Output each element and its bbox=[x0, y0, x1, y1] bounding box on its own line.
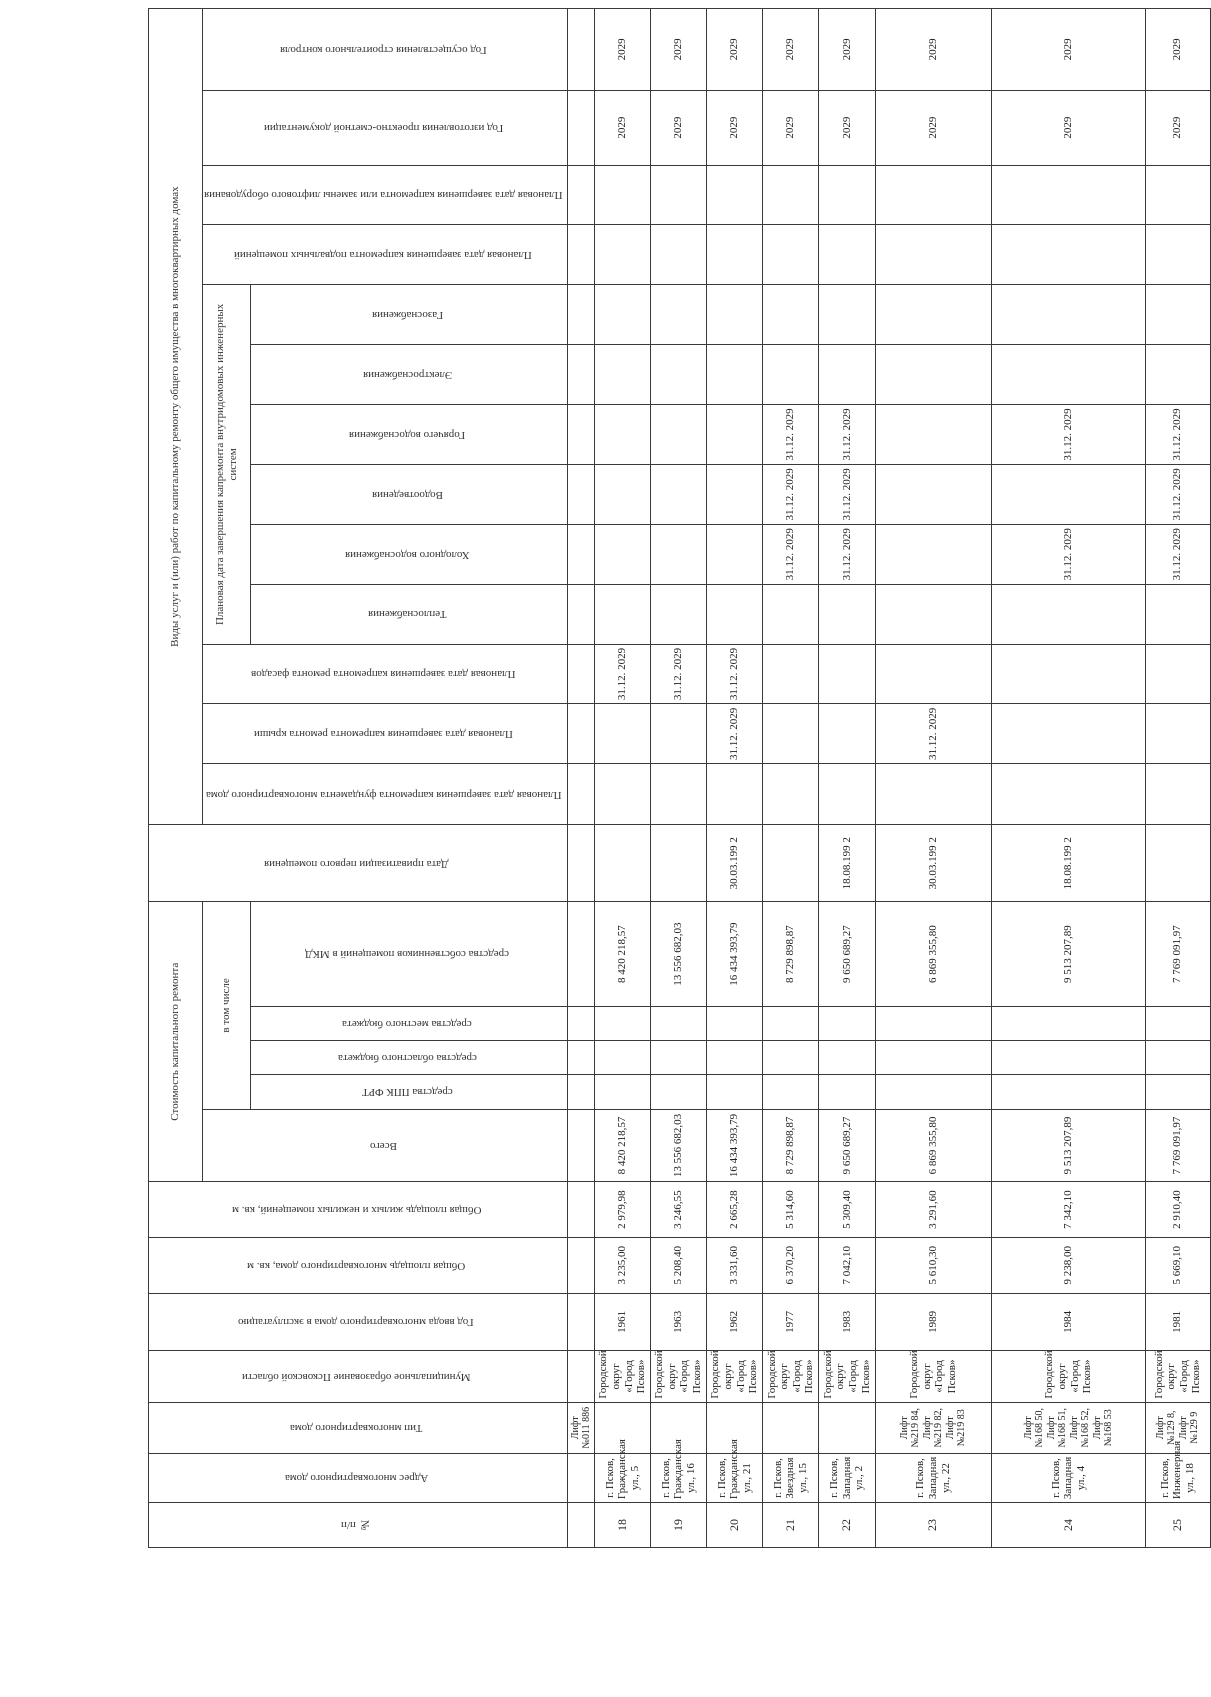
cell-facade: 31.12. 2029 bbox=[707, 644, 763, 704]
cell-premises-area: 2 979,98 bbox=[595, 1182, 651, 1238]
cell-cost-fund bbox=[819, 1075, 875, 1109]
cell-cost-regional bbox=[819, 1041, 875, 1075]
cell-house-type bbox=[763, 1402, 819, 1453]
cell-year-built: 1961 bbox=[595, 1293, 651, 1351]
cell-cold-water bbox=[707, 524, 763, 584]
cell-privatization-date bbox=[763, 825, 819, 902]
cell-heating bbox=[595, 584, 651, 644]
cell-cost-local bbox=[707, 1007, 763, 1041]
cell-facade: 31.12. 2029 bbox=[650, 644, 706, 704]
cell-heating bbox=[763, 584, 819, 644]
cell-basement bbox=[992, 225, 1146, 285]
cell-heating bbox=[1146, 584, 1211, 644]
cell-house-type bbox=[819, 1402, 875, 1453]
cell-cost-fund bbox=[595, 1075, 651, 1109]
cell-premises-area bbox=[568, 1182, 595, 1238]
cell-total-area: 6 370,20 bbox=[763, 1237, 819, 1293]
cell-cost-total: 8 729 898,87 bbox=[763, 1109, 819, 1182]
cell-elevator bbox=[568, 165, 595, 225]
header-address: Адрес многоквартирного дома bbox=[149, 1453, 568, 1502]
cell-control-year: 2029 bbox=[819, 9, 875, 91]
cell-facade bbox=[763, 644, 819, 704]
header-municipality: Муниципальное образование Псковской области bbox=[149, 1351, 568, 1402]
cell-sewerage: 31.12. 2029 bbox=[819, 464, 875, 524]
cell-roof bbox=[763, 704, 819, 764]
cell-gas bbox=[568, 285, 595, 345]
cell-cost-local bbox=[650, 1007, 706, 1041]
cell-cost-local bbox=[992, 1007, 1146, 1041]
cell-hot-water: 31.12. 2029 bbox=[992, 405, 1146, 465]
cell-cost-regional bbox=[595, 1041, 651, 1075]
table-row bbox=[992, 9, 1146, 1548]
cell-house-type: Лифт №168 50, Лифт №168 51, Лифт №168 52, Лифт №168 53 bbox=[992, 1402, 1146, 1453]
cell-cost-total: 13 556 682,03 bbox=[650, 1109, 706, 1182]
cell-premises-area: 5 309,40 bbox=[819, 1182, 875, 1238]
cell-privatization-date: 18.08.199 2 bbox=[819, 825, 875, 902]
cell-municipality: Городской округ «Город Псков» bbox=[1146, 1351, 1211, 1402]
cell-address: г. Псков, Гражданская ул., 21 bbox=[707, 1453, 763, 1502]
cell-privatization-date bbox=[568, 825, 595, 902]
cell-design-year: 2029 bbox=[875, 90, 992, 165]
header-cost-group: Стоимость капитального ремонта bbox=[149, 902, 203, 1182]
header-hot-water: Горячего водоснабжения bbox=[251, 405, 568, 465]
cell-privatization-date bbox=[1146, 825, 1211, 902]
cell-design-year: 2029 bbox=[763, 90, 819, 165]
cell-address: г. Псков, Гражданская ул., 16 bbox=[650, 1453, 706, 1502]
cell-privatization-date bbox=[595, 825, 651, 902]
cell-total-area: 7 042,10 bbox=[819, 1237, 875, 1293]
cell-privatization-date bbox=[650, 825, 706, 902]
cell-year-built: 1963 bbox=[650, 1293, 706, 1351]
cell-design-year: 2029 bbox=[992, 90, 1146, 165]
cell-num: 19 bbox=[650, 1503, 706, 1548]
cell-privatization-date: 30.03.199 2 bbox=[707, 825, 763, 902]
cell-year-built: 1983 bbox=[819, 1293, 875, 1351]
cell-elevator bbox=[707, 165, 763, 225]
cell-sewerage bbox=[875, 464, 992, 524]
header-electricity: Электроснабжения bbox=[251, 345, 568, 405]
header-row-1 bbox=[149, 9, 203, 1548]
table-row bbox=[650, 9, 706, 1548]
table-body bbox=[568, 9, 1210, 1548]
cell-elevator bbox=[875, 165, 992, 225]
header-roof: Плановая дата завершения капремонта ремонта крыши bbox=[203, 704, 568, 764]
cell-hot-water bbox=[650, 405, 706, 465]
cell-total-area: 5 610,30 bbox=[875, 1237, 992, 1293]
header-year-built: Год ввода многоквартирного дома в эксплуатацию bbox=[149, 1293, 568, 1351]
cell-municipality: Городской округ «Город Псков» bbox=[819, 1351, 875, 1402]
cell-cost-local bbox=[568, 1007, 595, 1041]
cell-cost-fund bbox=[1146, 1075, 1211, 1109]
cell-cold-water bbox=[875, 524, 992, 584]
table-row bbox=[875, 9, 992, 1548]
cell-year-built: 1984 bbox=[992, 1293, 1146, 1351]
cell-address bbox=[568, 1453, 595, 1502]
cell-basement bbox=[595, 225, 651, 285]
cell-control-year bbox=[568, 9, 595, 91]
cell-control-year: 2029 bbox=[875, 9, 992, 91]
cell-address: г. Псков, Инженерная ул., 18 bbox=[1146, 1453, 1211, 1502]
cell-gas bbox=[819, 285, 875, 345]
cell-control-year: 2029 bbox=[1146, 9, 1211, 91]
cell-roof: 31.12. 2029 bbox=[707, 704, 763, 764]
table-row bbox=[595, 9, 651, 1548]
cell-address: г. Псков, Западная ул., 22 bbox=[875, 1453, 992, 1502]
cell-electricity bbox=[595, 345, 651, 405]
cell-foundation bbox=[763, 764, 819, 825]
cell-basement bbox=[875, 225, 992, 285]
cell-foundation bbox=[595, 764, 651, 825]
cell-municipality: Городской округ «Город Псков» bbox=[763, 1351, 819, 1402]
cell-facade bbox=[1146, 644, 1211, 704]
cell-house-type: Лифт №129 8, Лифт №129 9 bbox=[1146, 1402, 1211, 1453]
cell-cost-owners: 8 420 218,57 bbox=[595, 902, 651, 1007]
cell-cost-owners: 9 650 689,27 bbox=[819, 902, 875, 1007]
cell-control-year: 2029 bbox=[992, 9, 1146, 91]
cell-hot-water bbox=[875, 405, 992, 465]
cell-basement bbox=[707, 225, 763, 285]
cell-num: 20 bbox=[707, 1503, 763, 1548]
cell-electricity bbox=[1146, 345, 1211, 405]
cell-facade bbox=[568, 644, 595, 704]
cell-sewerage bbox=[650, 464, 706, 524]
cell-hot-water: 31.12. 2029 bbox=[819, 405, 875, 465]
cell-cost-total: 9 650 689,27 bbox=[819, 1109, 875, 1182]
cell-cost-fund bbox=[650, 1075, 706, 1109]
cell-facade bbox=[819, 644, 875, 704]
cell-cold-water: 31.12. 2029 bbox=[763, 524, 819, 584]
cell-elevator bbox=[650, 165, 706, 225]
cell-gas bbox=[595, 285, 651, 345]
cell-municipality: Городской округ «Город Псков» bbox=[595, 1351, 651, 1402]
header-control-year: Год осуществления строительного контроля bbox=[203, 9, 568, 91]
cell-hot-water: 31.12. 2029 bbox=[1146, 405, 1211, 465]
cell-num: 24 bbox=[992, 1503, 1146, 1548]
cell-cost-regional bbox=[568, 1041, 595, 1075]
cell-total-area: 9 238,00 bbox=[992, 1237, 1146, 1293]
cell-gas bbox=[707, 285, 763, 345]
cell-num: 25 bbox=[1146, 1503, 1211, 1548]
cell-hot-water bbox=[568, 405, 595, 465]
cell-year-built bbox=[568, 1293, 595, 1351]
cell-electricity bbox=[819, 345, 875, 405]
header-engineering-group: Плановая дата завершения капремонта внутридомовых инженерных систем bbox=[203, 285, 251, 644]
cell-num: 21 bbox=[763, 1503, 819, 1548]
cell-premises-area: 3 291,60 bbox=[875, 1182, 992, 1238]
cell-foundation bbox=[568, 764, 595, 825]
header-premises-area: Общая площадь жилых и нежилых помещений, кв. м bbox=[149, 1182, 568, 1238]
cell-cold-water: 31.12. 2029 bbox=[992, 524, 1146, 584]
cell-heating bbox=[650, 584, 706, 644]
cell-elevator bbox=[1146, 165, 1211, 225]
cell-cost-regional bbox=[875, 1041, 992, 1075]
cell-elevator bbox=[763, 165, 819, 225]
header-works-group: Виды услуг и (или) работ по капитальному ремонту общего имущества в многоквартирных домах bbox=[149, 9, 203, 825]
cell-electricity bbox=[707, 345, 763, 405]
cell-basement bbox=[1146, 225, 1211, 285]
cell-roof bbox=[568, 704, 595, 764]
cell-cold-water bbox=[568, 524, 595, 584]
cell-year-built: 1962 bbox=[707, 1293, 763, 1351]
cell-heating bbox=[707, 584, 763, 644]
cell-roof bbox=[595, 704, 651, 764]
header-privatization-date: Дата приватизации первого помещения bbox=[149, 825, 568, 902]
cell-control-year: 2029 bbox=[707, 9, 763, 91]
cell-hot-water bbox=[595, 405, 651, 465]
cell-facade bbox=[875, 644, 992, 704]
table-row bbox=[763, 9, 819, 1548]
cell-privatization-date: 18.08.199 2 bbox=[992, 825, 1146, 902]
cell-electricity bbox=[875, 345, 992, 405]
cell-roof bbox=[992, 704, 1146, 764]
header-cost-incl: в том числе bbox=[203, 902, 251, 1109]
cell-foundation bbox=[650, 764, 706, 825]
cell-cost-regional bbox=[763, 1041, 819, 1075]
header-house-type: Тип многоквартирного дома bbox=[149, 1402, 568, 1453]
cell-basement bbox=[763, 225, 819, 285]
cell-electricity bbox=[992, 345, 1146, 405]
cell-premises-area: 7 342,10 bbox=[992, 1182, 1146, 1238]
header-cost-local: средства местного бюджета bbox=[251, 1007, 568, 1041]
cell-premises-area: 5 314,60 bbox=[763, 1182, 819, 1238]
cell-design-year: 2029 bbox=[819, 90, 875, 165]
cell-cost-regional bbox=[707, 1041, 763, 1075]
cell-cost-fund bbox=[992, 1075, 1146, 1109]
cell-design-year bbox=[568, 90, 595, 165]
cell-cost-total: 7 769 091,97 bbox=[1146, 1109, 1211, 1182]
cell-municipality: Городской округ «Город Псков» bbox=[650, 1351, 706, 1402]
table-row bbox=[707, 9, 763, 1548]
table-row bbox=[568, 9, 595, 1548]
cell-elevator bbox=[595, 165, 651, 225]
cell-hot-water: 31.12. 2029 bbox=[763, 405, 819, 465]
cell-heating bbox=[568, 584, 595, 644]
header-elevator: Плановая дата завершения капремонта или замены лифтового оборудования bbox=[203, 165, 568, 225]
cell-year-built: 1989 bbox=[875, 1293, 992, 1351]
cell-foundation bbox=[819, 764, 875, 825]
cell-cost-total: 6 869 355,80 bbox=[875, 1109, 992, 1182]
header-sewerage: Водоотведения bbox=[251, 464, 568, 524]
cell-address: г. Псков, Западная ул., 2 bbox=[819, 1453, 875, 1502]
header-num: № п/п bbox=[149, 1503, 568, 1548]
cell-cost-owners: 8 729 898,87 bbox=[763, 902, 819, 1007]
cell-premises-area: 2 665,28 bbox=[707, 1182, 763, 1238]
cell-cost-local bbox=[595, 1007, 651, 1041]
cell-foundation bbox=[707, 764, 763, 825]
cell-cost-local bbox=[819, 1007, 875, 1041]
cell-foundation bbox=[875, 764, 992, 825]
cell-control-year: 2029 bbox=[763, 9, 819, 91]
cell-heating bbox=[992, 584, 1146, 644]
cell-design-year: 2029 bbox=[707, 90, 763, 165]
cell-cost-regional bbox=[650, 1041, 706, 1075]
table-row bbox=[819, 9, 875, 1548]
cell-cost-local bbox=[1146, 1007, 1211, 1041]
header-gas: Газоснабжения bbox=[251, 285, 568, 345]
cell-facade bbox=[992, 644, 1146, 704]
cell-elevator bbox=[992, 165, 1146, 225]
cell-electricity bbox=[650, 345, 706, 405]
cell-sewerage: 31.12. 2029 bbox=[763, 464, 819, 524]
cell-num bbox=[568, 1503, 595, 1548]
cell-total-area bbox=[568, 1237, 595, 1293]
cell-municipality bbox=[568, 1351, 595, 1402]
cell-cost-fund bbox=[763, 1075, 819, 1109]
cell-basement bbox=[568, 225, 595, 285]
cell-basement bbox=[650, 225, 706, 285]
cell-roof bbox=[650, 704, 706, 764]
cell-total-area: 3 235,00 bbox=[595, 1237, 651, 1293]
cell-cold-water bbox=[650, 524, 706, 584]
cell-cost-fund bbox=[568, 1075, 595, 1109]
header-foundation: Плановая дата завершения капремонта фундамента многоквартирного дома bbox=[203, 764, 568, 825]
cell-gas bbox=[650, 285, 706, 345]
cell-total-area: 3 331,60 bbox=[707, 1237, 763, 1293]
cell-sewerage bbox=[992, 464, 1146, 524]
cell-house-type: Лифт №219 84, Лифт №219 82, Лифт №219 83 bbox=[875, 1402, 992, 1453]
cell-gas bbox=[875, 285, 992, 345]
cell-foundation bbox=[1146, 764, 1211, 825]
cell-cost-regional bbox=[1146, 1041, 1211, 1075]
cell-control-year: 2029 bbox=[595, 9, 651, 91]
cell-cost-total bbox=[568, 1109, 595, 1182]
cell-facade: 31.12. 2029 bbox=[595, 644, 651, 704]
cell-total-area: 5 208,40 bbox=[650, 1237, 706, 1293]
cell-cost-local bbox=[875, 1007, 992, 1041]
cell-total-area: 5 669,10 bbox=[1146, 1237, 1211, 1293]
cell-cost-total: 9 513 207,89 bbox=[992, 1109, 1146, 1182]
capital-repair-table bbox=[148, 8, 1211, 1548]
cell-address: г. Псков, Гражданская ул., 5 bbox=[595, 1453, 651, 1502]
cell-num: 18 bbox=[595, 1503, 651, 1548]
header-cost-owners: средства собственников помещений в МКД bbox=[251, 902, 568, 1007]
cell-cost-fund bbox=[875, 1075, 992, 1109]
cell-municipality: Городской округ «Город Псков» bbox=[875, 1351, 992, 1402]
header-cost-total: Всего bbox=[203, 1109, 568, 1182]
cell-address: г. Псков, Западная ул., 4 bbox=[992, 1453, 1146, 1502]
cell-cost-local bbox=[763, 1007, 819, 1041]
rotated-sheet bbox=[148, 8, 1203, 1548]
header-cold-water: Холодного водоснабжения bbox=[251, 524, 568, 584]
header-cost-fund: средства ППК ФРТ bbox=[251, 1075, 568, 1109]
cell-house-type: Лифт №011 886 bbox=[568, 1402, 595, 1453]
cell-hot-water bbox=[707, 405, 763, 465]
cell-municipality: Городской округ «Город Псков» bbox=[992, 1351, 1146, 1402]
cell-gas bbox=[992, 285, 1146, 345]
header-total-area: Общая площадь многоквартирного дома, кв. м bbox=[149, 1237, 568, 1293]
cell-cost-total: 8 420 218,57 bbox=[595, 1109, 651, 1182]
cell-cost-owners: 6 869 355,80 bbox=[875, 902, 992, 1007]
cell-num: 23 bbox=[875, 1503, 992, 1548]
table-row bbox=[1146, 9, 1211, 1548]
header-basement: Плановая дата завершения капремонта подвальных помещений bbox=[203, 225, 568, 285]
cell-year-built: 1981 bbox=[1146, 1293, 1211, 1351]
cell-gas bbox=[763, 285, 819, 345]
cell-address: г. Псков, Звездная ул., 15 bbox=[763, 1453, 819, 1502]
cell-num: 22 bbox=[819, 1503, 875, 1548]
cell-privatization-date: 30.03.199 2 bbox=[875, 825, 992, 902]
cell-premises-area: 2 910,40 bbox=[1146, 1182, 1211, 1238]
cell-cost-total: 16 434 393,79 bbox=[707, 1109, 763, 1182]
cell-cold-water: 31.12. 2029 bbox=[819, 524, 875, 584]
header-facade: Плановая дата завершения капремонта ремонта фасадов bbox=[203, 644, 568, 704]
cell-cost-fund bbox=[707, 1075, 763, 1109]
cell-cost-regional bbox=[992, 1041, 1146, 1075]
cell-sewerage bbox=[707, 464, 763, 524]
cell-heating bbox=[819, 584, 875, 644]
header-design-year: Год изготовления проектно-сметной документации bbox=[203, 90, 568, 165]
cell-electricity bbox=[568, 345, 595, 405]
cell-sewerage bbox=[595, 464, 651, 524]
cell-design-year: 2029 bbox=[650, 90, 706, 165]
cell-elevator bbox=[819, 165, 875, 225]
cell-cost-owners: 7 769 091,97 bbox=[1146, 902, 1211, 1007]
cell-foundation bbox=[992, 764, 1146, 825]
header-cost-regional: средства областного бюджета bbox=[251, 1041, 568, 1075]
cell-roof: 31.12. 2029 bbox=[875, 704, 992, 764]
cell-cost-owners: 9 513 207,89 bbox=[992, 902, 1146, 1007]
cell-control-year: 2029 bbox=[650, 9, 706, 91]
cell-cost-owners bbox=[568, 902, 595, 1007]
cell-cold-water bbox=[595, 524, 651, 584]
cell-roof bbox=[819, 704, 875, 764]
cell-cost-owners: 16 434 393,79 bbox=[707, 902, 763, 1007]
cell-cost-owners: 13 556 682,03 bbox=[650, 902, 706, 1007]
cell-municipality: Городской округ «Город Псков» bbox=[707, 1351, 763, 1402]
cell-heating bbox=[875, 584, 992, 644]
header-heating: Теплоснабжения bbox=[251, 584, 568, 644]
cell-sewerage bbox=[568, 464, 595, 524]
cell-gas bbox=[1146, 285, 1211, 345]
cell-electricity bbox=[763, 345, 819, 405]
cell-premises-area: 3 246,55 bbox=[650, 1182, 706, 1238]
cell-sewerage: 31.12. 2029 bbox=[1146, 464, 1211, 524]
cell-cold-water: 31.12. 2029 bbox=[1146, 524, 1211, 584]
cell-design-year: 2029 bbox=[1146, 90, 1211, 165]
cell-roof bbox=[1146, 704, 1211, 764]
cell-year-built: 1977 bbox=[763, 1293, 819, 1351]
cell-design-year: 2029 bbox=[595, 90, 651, 165]
cell-basement bbox=[819, 225, 875, 285]
